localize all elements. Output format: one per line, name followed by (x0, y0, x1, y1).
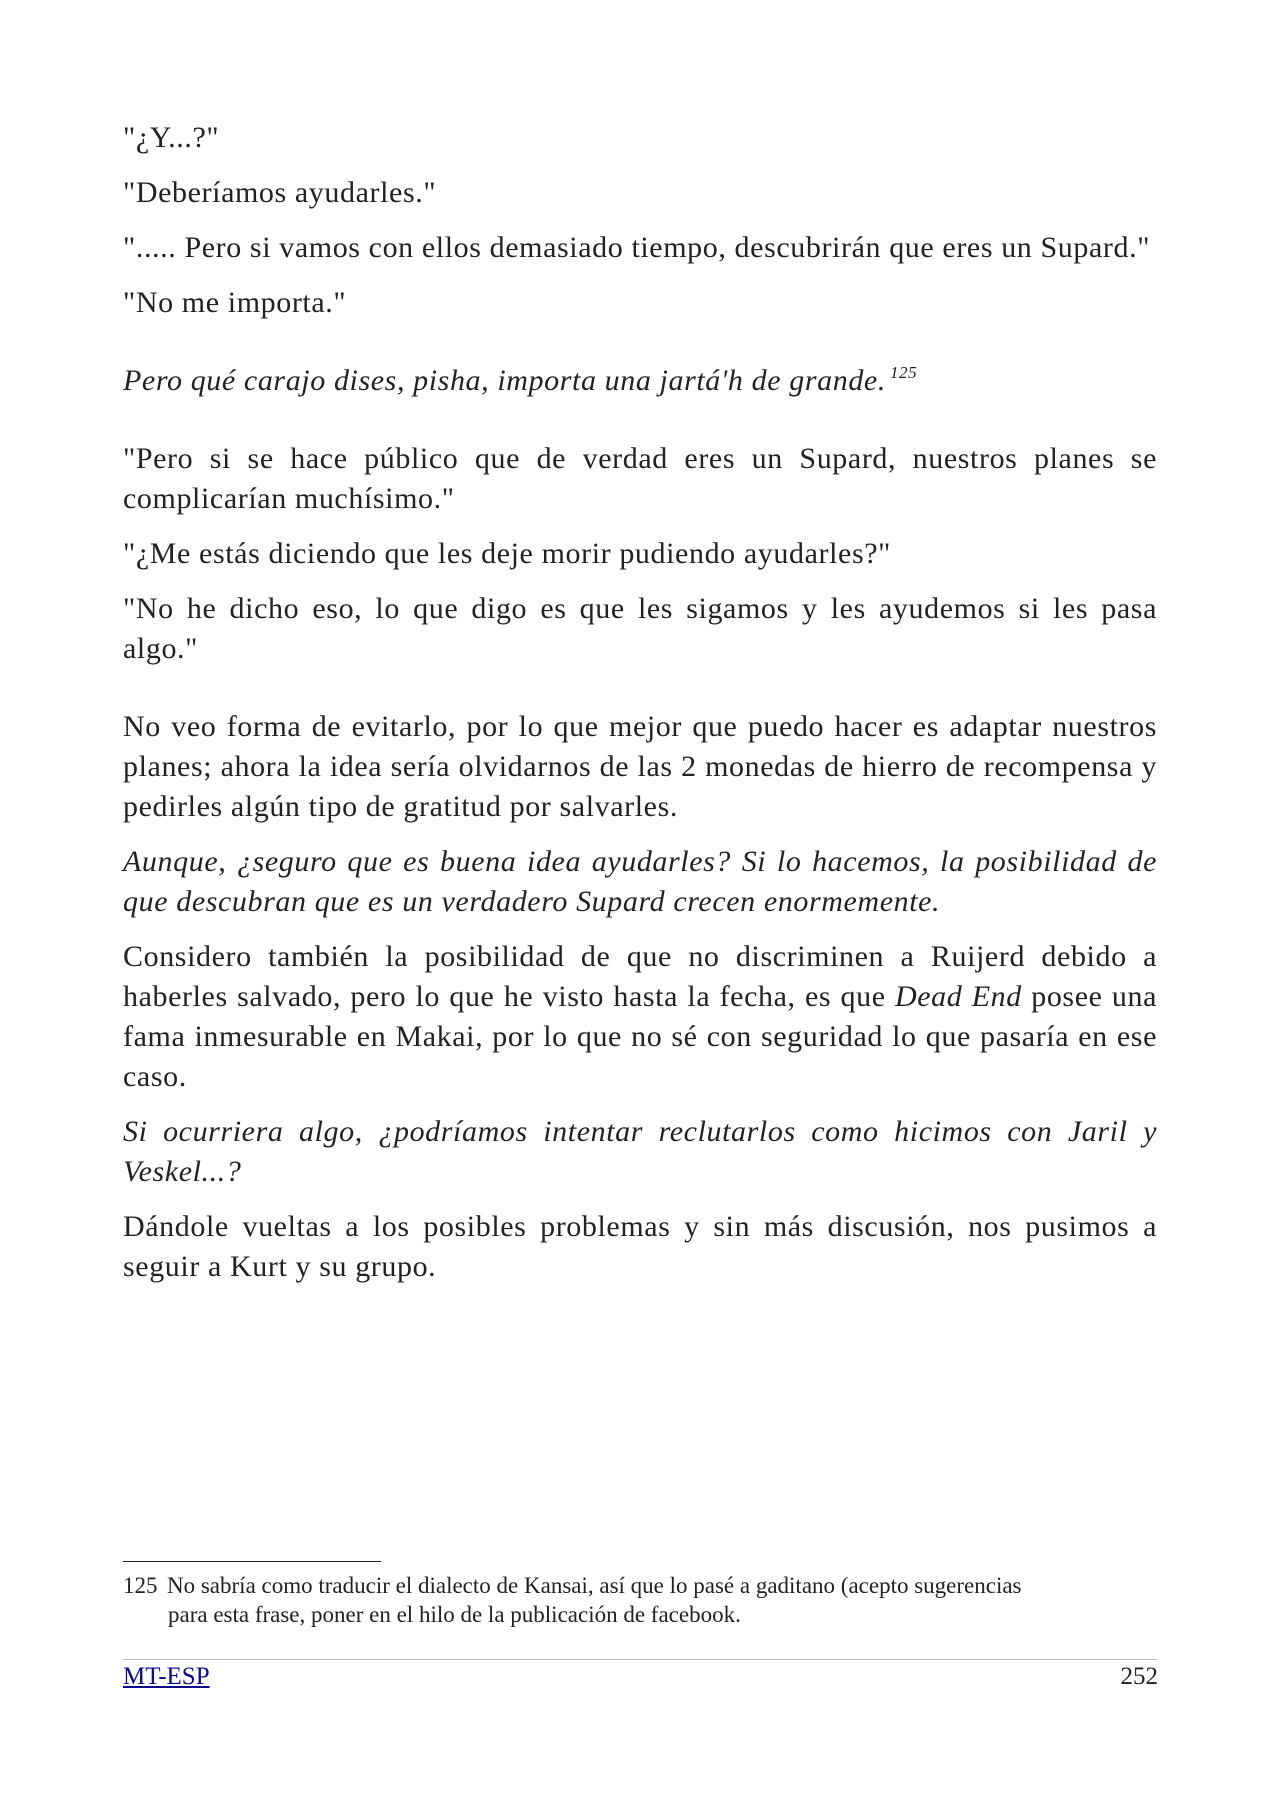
footnote-line: para esta frase, poner en el hilo de la publicación de facebook. (168, 1602, 741, 1627)
dialogue-line: "No he dicho eso, lo que digo es que les sigamos y les ayudemos si les pasa algo." (123, 592, 1157, 665)
dialogue-line: "¿Y...?" (123, 121, 220, 154)
inner-thought (123, 361, 1157, 401)
footnote (123, 1571, 1157, 1629)
page-number: 252 (1120, 1663, 1158, 1690)
footnote-reference[interactable]: 125 (889, 363, 918, 382)
dialogue-line: "No me importa." (123, 286, 347, 319)
dialogue-line: "Pero si se hace público que de verdad eres un Supard, nuestros planes se complicarían muchísimo." (123, 442, 1157, 515)
footer-divider (123, 1659, 1157, 1660)
footnote-number: 125 (123, 1573, 158, 1598)
narration-paragraph: No veo forma de evitarlo, por lo que mejor que puedo hacer es adaptar nuestros planes; ahora la idea sería olvidarnos de las 2 monedas de hierro de recompensa y pedirles algún tipo de gratitud por salvarles. (123, 710, 1157, 823)
footnote-text: No sabría como traducir el dialecto de Kansai, así que lo pasé a gaditano (acepto sugerencias (167, 1573, 1022, 1598)
dialogue-line: "Deberíamos ayudarles." (123, 176, 437, 209)
footnote-divider (123, 1561, 381, 1562)
inner-thought: Aunque, ¿seguro que es buena idea ayudarles? Si lo hacemos, la posibilidad de que descubran que es un verdadero Supard crecen enormemente. (123, 845, 1157, 918)
narration-paragraph (123, 937, 1157, 1097)
dialogue-line: "¿Me estás diciendo que les deje morir pudiendo ayudarles?" (123, 537, 891, 570)
inner-thought: Si ocurriera algo, ¿podríamos intentar reclutarlos como hicimos con Jaril y Veskel...? (123, 1115, 1157, 1188)
footer-link[interactable]: MT-ESP (123, 1663, 210, 1690)
inner-thought-text: Pero qué carajo dises, pisha, importa una jartá'h de grande. (123, 364, 886, 397)
dialogue-line: "..... Pero si vamos con ellos demasiado tiempo, descubrirán que eres un Supard." (123, 231, 1151, 264)
narration-text: posee una fama inmesurable en Makai, por lo que no sé con seguridad lo que pasaría en ese caso. (123, 980, 1158, 1093)
narration-paragraph: Dándole vueltas a los posibles problemas y sin más discusión, nos pusimos a seguir a Kurt y su grupo. (123, 1210, 1157, 1283)
narration-text: Considero también la posibilidad de que no discriminen a Ruijerd debido a haberles salvado, pero lo que he visto hasta la fecha, es que (123, 940, 1157, 1013)
footnote-line (123, 1571, 1157, 1600)
page-body (123, 118, 1157, 1302)
emphasis-term: Dead End (895, 980, 1022, 1013)
